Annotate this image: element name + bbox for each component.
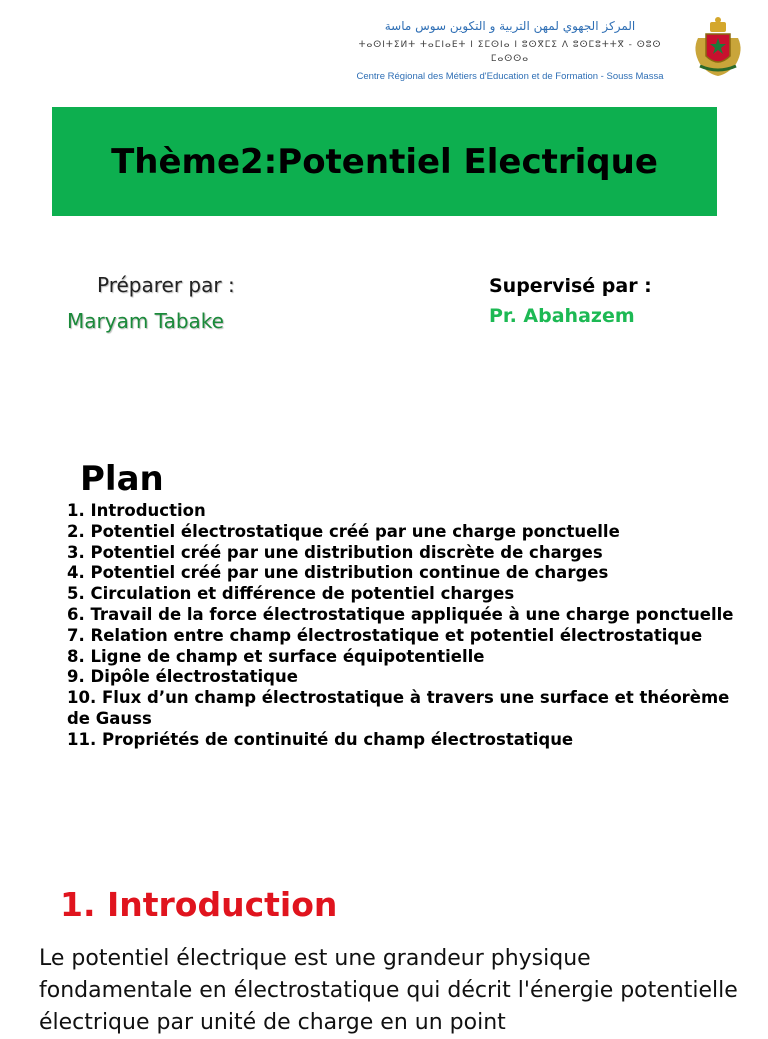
plan-item: 11. Propriétés de continuité du champ électrostatique [67,729,574,749]
plan-list [67,501,739,751]
plan-item: 5. Circulation et différence de potentiel charges [67,584,515,604]
institution-name-tifinagh: ⵜⴰⵙⵏⵜⵉⵍⵜ ⵜⴰⵎⵏⴰⴹⵜ ⵏ ⵉⵎⵙⵏⴰ ⵏ ⵓⵙⴳⵎⵉ ⴷ ⵓⵙⵎⵓⵜⵜⴳ - ⵙⵓⵙ ⵎⴰⵙⵙⴰ [358,40,662,64]
supervised-by-label: Supervisé par : [489,275,652,297]
plan-item: 9. Dipôle électrostatique [67,667,298,687]
plan-item: 6. Travail de la force électrostatique appliquée à une charge ponctuelle [67,604,734,624]
page-title: Thème2:Potentiel Electrique [111,141,658,182]
supervised-by-name: Pr. Abahazem [489,305,635,327]
introduction-paragraph: Le potentiel électrique est une grandeur physique fondamentale en électrostatique qui décrit l'énergie potentielle électrique par unité de charge en un point [39,946,738,1035]
plan-item: 8. Ligne de champ et surface équipotentielle [67,646,485,666]
institution-header [340,18,680,84]
plan-item: 2. Potentiel électrostatique créé par une charge ponctuelle [67,521,620,541]
coat-of-arms-icon [690,16,746,78]
plan-item: 7. Relation entre champ électrostatique et potentiel électrostatique [67,625,703,645]
institution-name-arabic: المركز الجهوي لمهن التربية و التكوين سوس ماسة [384,19,636,33]
plan-title: Plan [80,459,164,499]
plan-item: 1. Introduction [67,501,206,520]
plan-item: 3. Potentiel créé par une distribution discrète de charges [67,542,603,562]
plan-item: 4. Potentiel créé par une distribution continue de charges [67,563,609,583]
institution-name-french: Centre Régional des Métiers d'Education et de Formation - Souss Massa [356,71,664,82]
plan-item: 10. Flux d’un champ électrostatique à travers une surface et théorème de Gauss [67,688,730,728]
prepared-by-name: Maryam Tabake [67,309,224,333]
introduction-heading: 1. Introduction [60,885,338,924]
title-banner [52,107,717,216]
prepared-by-label: Préparer par : [97,273,235,297]
